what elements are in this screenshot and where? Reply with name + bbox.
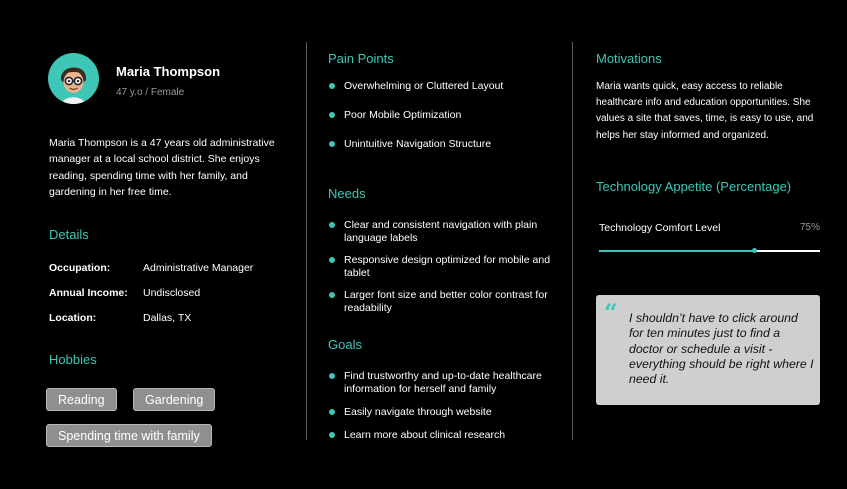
persona-name: Maria Thompson bbox=[116, 64, 221, 79]
list-item: Clear and consistent navigation with plain language labels bbox=[328, 219, 563, 244]
tech-comfort-meter bbox=[599, 250, 820, 252]
detail-label: Location: bbox=[49, 312, 97, 324]
list-item: Learn more about clinical research bbox=[328, 429, 560, 442]
quote-text: I shouldn’t have to click around for ten minutes just to find a doctor or schedule a visit - everything should be right where I need it. bbox=[629, 311, 814, 387]
details-heading: Details bbox=[49, 227, 89, 242]
list-item: Larger font size and better color contrast for readability bbox=[328, 289, 563, 314]
list-item: Find trustworthy and up-to-date healthcare information for herself and family bbox=[328, 370, 560, 395]
detail-label: Occupation: bbox=[49, 262, 111, 274]
goals-heading: Goals bbox=[328, 337, 362, 352]
quote-mark-icon: “ bbox=[604, 298, 618, 327]
detail-value: Administrative Manager bbox=[143, 262, 254, 274]
tech-comfort-label: Technology Comfort Level bbox=[599, 222, 721, 234]
list-item: Unintuitive Navigation Structure bbox=[328, 138, 563, 151]
hobby-chip-gardening: Gardening bbox=[133, 388, 215, 411]
hobby-chip-reading: Reading bbox=[46, 388, 117, 411]
detail-label: Annual Income: bbox=[49, 287, 128, 299]
tech-appetite-heading: Technology Appetite (Percentage) bbox=[596, 179, 792, 194]
pain-points-list bbox=[328, 80, 563, 151]
motivations-heading: Motivations bbox=[596, 51, 662, 66]
column-divider bbox=[572, 42, 573, 440]
needs-heading: Needs bbox=[328, 186, 366, 201]
pain-points-heading: Pain Points bbox=[328, 51, 394, 66]
tech-comfort-fill bbox=[599, 250, 754, 252]
detail-value: Undisclosed bbox=[143, 287, 201, 299]
needs-list bbox=[328, 219, 563, 314]
detail-value: Dallas, TX bbox=[143, 312, 192, 324]
persona-bio: Maria Thompson is a 47 years old administrative manager at a local school district. She enjoys reading, spending time with her family, and gardening in her free time. bbox=[49, 137, 275, 198]
list-item: Overwhelming or Cluttered Layout bbox=[328, 80, 563, 93]
quote-card bbox=[596, 295, 820, 405]
tech-comfort-knob bbox=[752, 248, 757, 253]
motivations-text: Maria wants quick, easy access to reliable healthcare info and education opportunities. She values a site that saves, time, is easy to use, and helps her stay informed and organized. bbox=[596, 81, 814, 141]
list-item: Responsive design optimized for mobile and tablet bbox=[328, 254, 563, 279]
hobby-chip-family: Spending time with family bbox=[46, 424, 212, 447]
goals-list bbox=[328, 370, 560, 441]
hobbies-heading: Hobbies bbox=[49, 352, 97, 367]
persona-age-gender: 47 y.o / Female bbox=[116, 87, 185, 98]
column-divider bbox=[306, 42, 307, 440]
tech-comfort-percent: 75% bbox=[799, 222, 820, 233]
avatar bbox=[48, 53, 99, 104]
list-item: Poor Mobile Optimization bbox=[328, 109, 563, 122]
list-item: Easily navigate through website bbox=[328, 406, 560, 419]
